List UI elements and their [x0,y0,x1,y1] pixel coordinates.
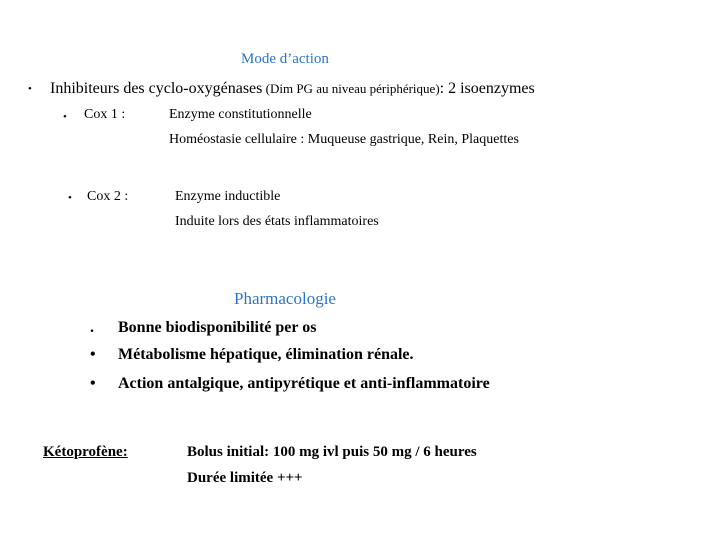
pharmacologie-title: Pharmacologie [234,289,336,308]
mode-action-title: Mode d’action [241,51,329,67]
cox1-line2: Homéostasie cellulaire : Muqueuse gastrique, Rein, Plaquettes [169,132,519,147]
pharma-item-2: Métabolisme hépatique, élimination rénale. [118,346,414,363]
pharma-item-1: Bonne biodisponibilité per os [118,319,317,336]
ketoprofene-duration: Durée limitée +++ [187,470,303,486]
main-bullet: • [28,83,32,95]
main-line-paren: (Dim PG au niveau périphérique) [262,81,440,96]
main-line-tail: : 2 isoenzymes [439,80,535,97]
cox1-label: Cox 1 : [84,107,126,122]
cox1-bullet: • [63,111,67,123]
ketoprofene-dosage: Bolus initial: 100 mg ivl puis 50 mg / 6 heures [187,444,477,460]
main-line-strong: Inhibiteurs des cyclo-oxygénases [50,80,263,97]
pharma-bullet-1: . [90,319,94,336]
pharma-item-3: Action antalgique, antipyrétique et anti-inflammatoire [118,375,490,392]
cox1-line1: Enzyme constitutionnelle [169,107,312,122]
cox2-bullet: • [68,192,72,204]
cox2-label: Cox 2 : [87,189,129,204]
pharma-bullet-3: • [90,375,96,392]
cox2-line1: Enzyme inductible [175,189,281,204]
ketoprofene-label: Kétoprofène: [43,444,128,460]
cox2-line2: Induite lors des états inflammatoires [175,214,379,229]
mode-action-main-line [50,80,535,98]
pharma-bullet-2: • [90,346,96,363]
